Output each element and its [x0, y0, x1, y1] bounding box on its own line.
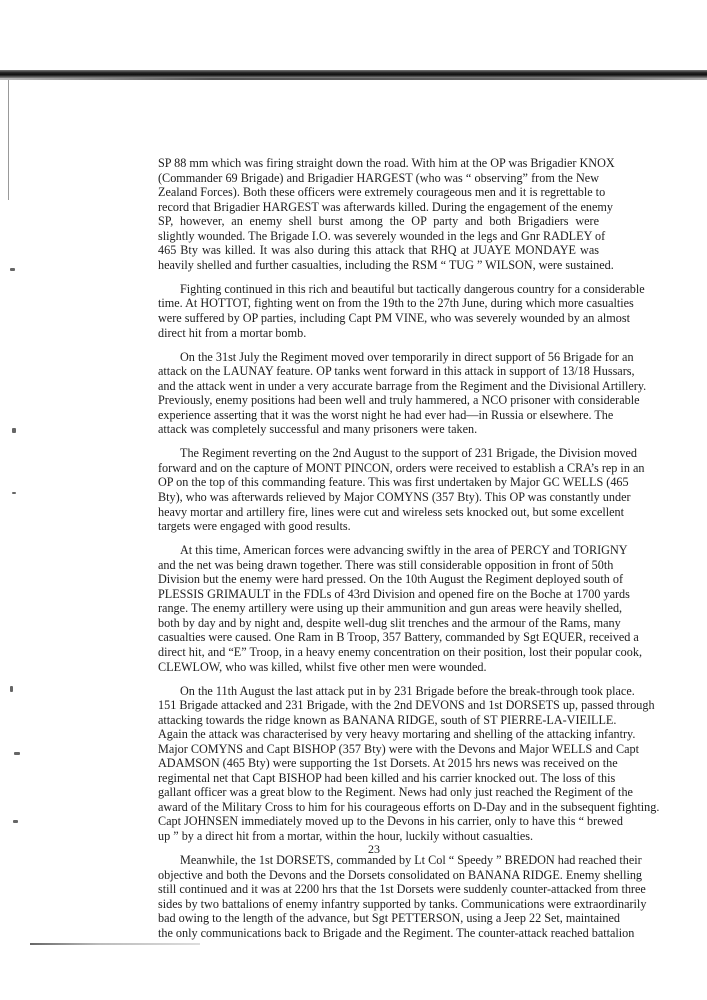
text-line: 465 Bty was killed. It was also during this attack that RHQ at JUAYE MONDAYE was: [158, 243, 599, 258]
scan-speck: [10, 686, 13, 692]
text-line: attack was completely successful and many prisoners were taken.: [158, 422, 478, 437]
page-number: 23: [368, 842, 380, 856]
text-line: Division but the enemy were hard pressed. On the 10th August the Regiment deployed south of: [158, 572, 624, 587]
text-line: Again the attack was characterised by very heavy mortaring and shelling of the attacking infantry.: [158, 727, 636, 742]
text-line: casualties were caused. One Ram in B Troop, 357 Battery, commanded by Sgt EQUER, received a: [158, 630, 639, 645]
text-line: 151 Brigade attacked and 231 Brigade, with the 2nd DEVONS and 1st DORSETS up, passed through: [158, 698, 655, 713]
text-line: experience asserting that it was the worst night he had ever had—in Russia or elsewhere. The: [158, 407, 614, 422]
text-line: gallant officer was a great blow to the Regiment. News had only just reached the Regiment of the: [158, 785, 633, 800]
text-line: time. At HOTTOT, fighting went on from the 19th to the 27th June, during which more casualties: [158, 296, 634, 311]
text-line: Meanwhile, the 1st DORSETS, commanded by Lt Col “ Speedy ” BREDON had reached their: [180, 853, 642, 868]
text-line: record that Brigadier HARGEST was afterwards killed. During the engagement of the enemy: [158, 199, 613, 214]
text-line: the only communications back to Brigade and the Regiment. The counter-attack reached battalion: [158, 925, 635, 940]
paragraph: [158, 156, 615, 272]
text-line: award of the Military Cross to him for his courageous efforts on D-Day and in the subsequent fighting.: [158, 799, 660, 814]
paragraph: [158, 446, 645, 534]
text-line: still continued and it was at 2200 hrs that the 1st Dorsets were suddenly counter-attacked from three: [158, 882, 646, 897]
text-line: On the 31st July the Regiment moved over temporarily in direct support of 56 Brigade for an: [180, 349, 634, 364]
text-line: SP, however, an enemy shell burst among the OP party and both Brigadiers were: [158, 214, 599, 229]
text-line: (Commander 69 Brigade) and Brigadier HARGEST (who was “ observing” from the New: [158, 170, 599, 185]
text-line: bad owing to the length of the advance, but Sgt PETTERSON, using a Jeep 22 Set, maintained: [158, 911, 621, 926]
text-line: heavy mortar and artillery fire, lines were cut and wireless sets knocked out, but some excellent: [158, 504, 625, 519]
text-line: attacking towards the ridge known as BANANA RIDGE, south of ST PIERRE-LA-VIEILLE.: [158, 712, 617, 727]
document-body: [158, 156, 660, 950]
scan-speck: [12, 492, 16, 494]
scan-speck: [14, 752, 20, 755]
text-line: Capt JOHNSEN immediately moved up to the Devons in his carrier, only to have this “ brewed: [158, 814, 623, 829]
text-line: objective and both the Devons and the Dorsets consolidated on BANANA RIDGE. Enemy shelling: [158, 867, 643, 882]
text-line: Fighting continued in this rich and beautiful but tactically dangerous country for a considerable: [180, 281, 645, 296]
text-line: were suffered by OP parties, including Capt PM VINE, who was severely wounded by an almost: [158, 310, 630, 325]
paragraph: [158, 349, 647, 437]
text-line: attack on the LAUNAY feature. OP tanks went forward in this attack in support of 13/18 Hussars,: [158, 364, 635, 379]
text-line: PLESSIS GRIMAULT in the FDLs of 43rd Division and opened fire on the Boche at 1700 yards: [158, 586, 630, 601]
text-line: heavily shelled and further casualties, including the RSM “ TUG ” WILSON, were sustained.: [158, 257, 614, 272]
text-line: and the attack went in under a very accurate barrage from the Regiment and the Divisional Artillery.: [158, 378, 647, 393]
text-line: ADAMSON (465 Bty) were supporting the 1st Dorsets. At 2015 hrs news was received on the: [158, 756, 618, 771]
scan-speck: [10, 268, 15, 271]
text-line: slightly wounded. The Brigade I.O. was severely wounded in the legs and Gnr RADLEY of: [158, 228, 606, 243]
text-line: SP 88 mm which was firing straight down the road. With him at the OP was Brigadier KNOX: [158, 156, 615, 170]
scan-speck: [13, 820, 18, 823]
text-line: forward and on the capture of MONT PINCON, orders were received to establish a CRA’s rep in an: [158, 460, 645, 475]
paragraph: [158, 281, 645, 340]
text-line: OP on the top of this commanding feature. This was first undertaken by Major GC WELLS (465: [158, 475, 629, 490]
text-line: CLEWLOW, who was killed, whilst five other men were wounded.: [158, 659, 487, 674]
text-line: and the net was being drawn together. There was still considerable opposition in front of 50th: [158, 557, 614, 572]
text-line: Previously, enemy positions had been well and truly hammered, a NCO prisoner with considerable: [158, 393, 640, 408]
paragraph: [158, 543, 643, 674]
text-line: Zealand Forces). Both these officers were extremely courageous men and it is regrettable to: [158, 185, 606, 200]
header-rule-shadow: [0, 78, 707, 80]
text-line: targets were engaged with good results.: [158, 519, 351, 534]
paragraph: [158, 853, 647, 940]
text-line: On the 11th August the last attack put in by 231 Brigade before the break-through took place.: [180, 683, 635, 698]
paragraph: [158, 683, 660, 844]
text-line: both by day and by night and, despite well-dug slit trenches and the armour of the Rams, many: [158, 615, 621, 630]
text-line: regimental net that Capt BISHOP had been killed and his carrier knocked out. The loss of this: [158, 770, 616, 785]
text-line: The Regiment reverting on the 2nd August to the support of 231 Brigade, the Division moved: [180, 446, 637, 461]
text-line: direct hit from a mortar bomb.: [158, 325, 307, 340]
text-line: direct hit, and “E” Troop, in a heavy enemy concentration on their position, lost their popular cook,: [158, 644, 643, 659]
scan-speck: [12, 428, 16, 433]
text-line: At this time, American forces were advancing swiftly in the area of PERCY and TORIGNY: [180, 543, 628, 558]
text-line: Bty), who was afterwards relieved by Major COMYNS (357 Bty). This OP was constantly under: [158, 489, 631, 504]
text-line: up ” by a direct hit from a mortar, within the hour, luckily without casualties.: [158, 829, 534, 844]
scan-margin-line: [8, 80, 9, 200]
header-rule: [0, 70, 707, 78]
text-line: range. The enemy artillery were using up their ammunition and gun areas were heavily shelled,: [158, 601, 623, 616]
text-line: Major COMYNS and Capt BISHOP (357 Bty) were with the Devons and Major WELLS and Capt: [158, 741, 640, 756]
text-line: sides by two battalions of enemy infantry supported by tanks. Communications were extraordinarily: [158, 896, 647, 911]
